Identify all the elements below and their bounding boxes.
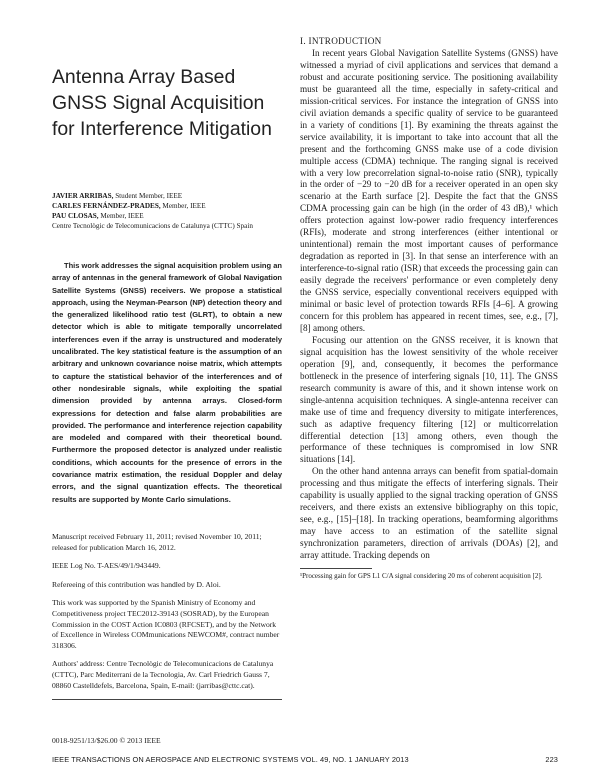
author-role: Student Member, IEEE [113, 192, 183, 200]
copyright-line: 0018-9251/13/$26.00 © 2013 IEEE [52, 736, 161, 745]
body-column [300, 36, 558, 581]
author-line [52, 201, 282, 211]
page-number: 223 [545, 755, 558, 764]
affiliation: Centre Tecnològic de Telecomunicacions de Catalunya (CTTC) Spain [52, 222, 253, 230]
front-matter [52, 40, 282, 513]
paper-title: Antenna Array Based GNSS Signal Acquisition for Interference Mitigation [52, 66, 272, 140]
page-footer [52, 755, 558, 764]
note-received: Manuscript received February 11, 2011; revised November 10, 2011; released for publication March 16, 2012. [52, 532, 262, 552]
abstract: This work addresses the signal acquisition problem using an array of antennas in the general framework of Global Navigation Satellite Systems (GNSS) receivers. We propose a statistical approach, using the Neyman-Pearson (NP) detection theory and the generalized likelihood ratio test (GLRT), to obtain a new detector which is able to mitigate temporally uncorrelated interferences even if the array is unstructured and moderately uncalibrated. The key statistical feature is the assumption of an arbitrary and unknown covariance noise matrix, which attempts to capture the statistical behavior of the interferences and of other nondesirable signals, while exploiting the spatial dimension provided by antenna arrays. Closed-form expressions for detection and false alarm probabilities are provided. The performance and interference rejection capability are modeled and compared with their theoretical bound. Furthermore the proposed detector is analyzed under realistic conditions, which accounts for the presence of errors in the covariance matrix estimation, the residual Doppler and delay errors, and the signal quantization effects. The theoretical results are supported by Monte Carlo simulations. [52, 261, 282, 504]
notes-divider [52, 699, 282, 700]
author-role: Member, IEEE [98, 212, 144, 220]
introduction-text [300, 48, 558, 562]
paragraph: On the other hand antenna arrays can benefit from spatial-domain processing and thus mitigate the effects of interfering signals. Their capability is usually applied to the signal tracking operation of GNSS receivers, and there exists an extensive bibliography on this topic, see, e.g., [15]–[18]. In tracking operations, beamforming algorithms may have access to an estimation of the satellite signal synchronization parameters, direction of arrivals (DOAs) [2], and array attitude. Tracking depends on [300, 466, 558, 561]
author-name: CARLES FERNÁNDEZ-PRADES, [52, 202, 161, 210]
paragraph: In recent years Global Navigation Satellite Systems (GNSS) have witnessed a myriad of civil applications and services that demand a robust and accurate positioning service. The positioning availability must be guaranteed all the time, especially in safety-critical and mission-critical services. For instance the integration of GNSS into civil aviation demands a specific quality of service to be guaranteed in a variety of conditions [1]. By examining the threats against the service availability, it is important to take into account that all the present and the forthcoming GNSS make use of a code division multiple access (CDMA) technique. The ranging signal is received with a very low precorrelation signal-to-noise ratio (SNR), typically in the order of −29 to −20 dB for a receiver operated in an open sky scenario at the Earth surface [2]. Despite the fact that the GNSS CDMA processing gain can be high (in the order of 43 dB),¹ which offers protection against low-power radio frequency interferences (RFIs), moderate and strong interferences (either intentional or unintentional) remain the most important causes of performance degradation as reported in [3]. In that sense an interference with an interference-to-signal ratio (ISR) that exceeds the processing gain can easily degrade the receivers' performance or even completely deny the GNSS service, especially conventional receivers equipped with minimal or basic level of protection towards RFIs [4–6]. A growing concern for this problem has appeared in recent times, see, e.g., [7], [8] among others. [300, 48, 558, 333]
note-referee: Refereeing of this contribution was handled by D. Aloi. [52, 579, 221, 589]
paragraph: Focusing our attention on the GNSS receiver, it is known that signal acquisition has the lowest sensitivity of the whole receiver operation [9], and, consequently, it becomes the performance bottleneck in the presence of interfering signals [10, 11]. The GNSS research community is aware of this, and it shown intense work on single-antenna acquisition techniques. A single-antenna receiver can make use of time and frequency diversity to mitigate interferences, such as adaptive frequency filtering [12] or multicorrelation differential detection [13] among others, even though the performance of these techniques is compromised in low SNR situations [14]. [300, 334, 558, 465]
footnote-divider [300, 568, 372, 569]
author-name: JAVIER ARRIBAS, [52, 192, 114, 200]
section-heading: I. INTRODUCTION [300, 36, 382, 46]
manuscript-notes [52, 532, 282, 700]
note-log: IEEE Log No. T-AES/49/1/943449. [52, 561, 161, 571]
note-funding: This work was supported by the Spanish Ministry of Economy and Competitiveness project TEC2012-39143 (SOSRAD), by the European Commission in the COST Action IC0803 (RFCSET), and by the Network of Excellence in Wireless COMmunications NEWCOM#, contract number 318306. [52, 598, 280, 650]
author-line [52, 211, 282, 221]
footnote: ¹Processing gain for GPS L1 C/A signal considering 20 ms of coherent acquisition [2]. [300, 571, 543, 580]
note-address: Authors' address: Centre Tecnològic de Telecomunicacions de Catalunya (CTTC), Parc Mediterrani de la Tecnologia, Av. Carl Friedrich Gauss 7, 08860 Castelldefels, Barcelona, Spain, E-mail: (jarribas@cttc.cat). [52, 659, 274, 690]
author-line [52, 191, 282, 201]
journal-name: IEEE TRANSACTIONS ON AEROSPACE AND ELECTRONIC SYSTEMS VOL. 49, NO. 1 JANUARY 2013 [52, 755, 409, 764]
author-role: Member, IEEE [160, 202, 206, 210]
author-name: PAU CLOSAS, [52, 212, 99, 220]
author-block [52, 191, 282, 231]
